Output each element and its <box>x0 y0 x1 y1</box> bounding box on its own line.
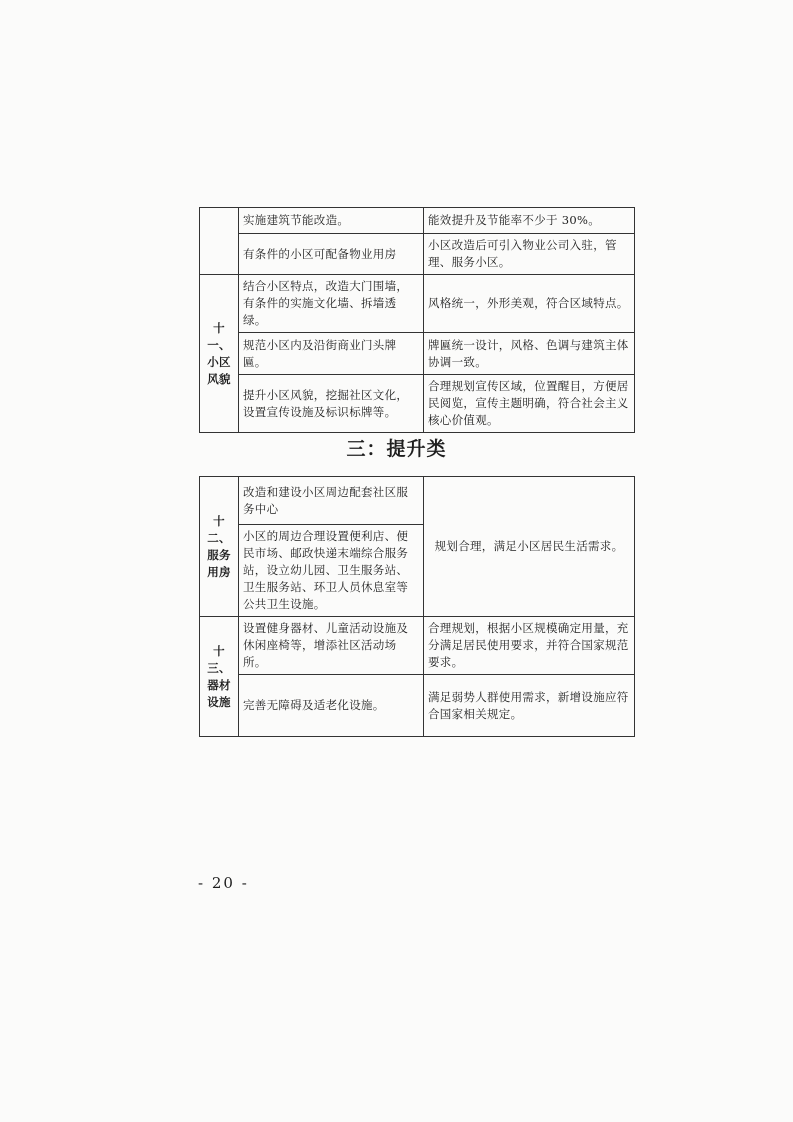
measure-cell: 规范小区内及沿街商业门头牌匾。 <box>239 333 424 375</box>
table-row <box>200 617 635 675</box>
table-row <box>200 208 635 234</box>
measure-cell: 设置健身器材、儿童活动设施及休闲座椅等，增添社区活动场所。 <box>239 617 424 675</box>
category-cell-continued <box>200 208 239 275</box>
measure-cell: 改造和建设小区周边配套社区服务中心 <box>239 477 424 525</box>
table-row <box>200 375 635 433</box>
table-lower <box>199 476 635 737</box>
standard-cell: 合理规划宣传区域，位置醒目，方便居民阅览，宣传主题明确，符合社会主义核心价值观。 <box>424 375 635 433</box>
standard-cell: 牌匾统一设计，风格、色调与建筑主体协调一致。 <box>424 333 635 375</box>
standard-cell: 合理规划，根据小区规模确定用量，充分满足居民使用要求，并符合国家规范要求。 <box>424 617 635 675</box>
measure-cell: 完善无障碍及适老化设施。 <box>239 675 424 737</box>
standard-cell: 满足弱势人群使用需求，新增设施应符合国家相关规定。 <box>424 675 635 737</box>
table-row <box>200 477 635 525</box>
table-row <box>200 333 635 375</box>
table-row <box>200 275 635 333</box>
section-title: 三：提升类 <box>346 438 447 460</box>
table-upper <box>199 207 635 433</box>
table-row <box>200 675 635 737</box>
measure-cell: 实施建筑节能改造。 <box>239 208 424 234</box>
measure-cell: 有条件的小区可配备物业用房 <box>239 234 424 275</box>
category-cell-12: 十二、服务用房 <box>200 477 239 617</box>
category-cell-11: 十一、小区风貌 <box>200 275 239 433</box>
category-cell-13: 十三、器材设施 <box>200 617 239 737</box>
standard-cell: 能效提升及节能率不少于 30%。 <box>424 208 635 234</box>
page-number: - 20 - <box>198 874 249 892</box>
table-row <box>200 234 635 275</box>
measure-cell: 小区的周边合理设置便利店、便民市场、邮政快递末端综合服务站，设立幼儿园、卫生服务站、卫生服务站、环卫人员休息室等公共卫生设施。 <box>239 525 424 617</box>
measure-cell: 提升小区风貌，挖掘社区文化，设置宣传设施及标识标牌等。 <box>239 375 424 433</box>
standard-cell: 风格统一，外形美观，符合区域特点。 <box>424 275 635 333</box>
standard-cell: 小区改造后可引入物业公司入驻，管理、服务小区。 <box>424 234 635 275</box>
standard-cell: 规划合理，满足小区居民生活需求。 <box>424 477 635 617</box>
measure-cell: 结合小区特点，改造大门围墙，有条件的实施文化墙、拆墙透绿。 <box>239 275 424 333</box>
